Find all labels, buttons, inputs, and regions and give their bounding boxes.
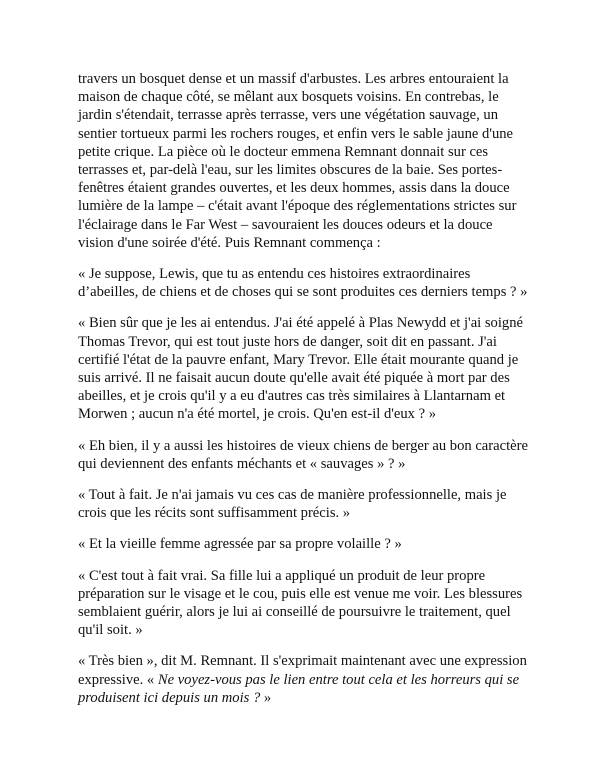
paragraph-4: « Eh bien, il y a aussi les histoires de vieux chiens de berger au bon caractère qui deviennent des enfants méchants et « sauvages » ? » [78, 437, 528, 472]
paragraph-8-closing: » [260, 689, 272, 706]
paragraph-7: « C'est tout à fait vrai. Sa fille lui a appliqué un produit de leur propre préparation sur le visage et le cou, puis elle est venue me voir. Les blessures semblaient guérir, alors je lui ai conseillé de poursuivre le traitement, quel qu'il soit. » [78, 567, 523, 639]
paragraph-8-plain: « Très bien », dit M. Remnant. Il s'exprimait maintenant avec une expression expressive. « [78, 653, 527, 688]
paragraph-8-italic: Ne voyez-vous pas le lien entre tout cela et les horreurs qui se produisent ici depuis un mois ? [78, 671, 520, 706]
paragraph-1: travers un bosquet dense et un massif d'arbustes. Les arbres entouraient la maison de chaque côté, se mêlant aux bosquets voisins. En contrebas, le jardin s'étendait, terrasse après terrasse, vers une végétation sauvage, un sentier tortueux parmi les rochers rouges, et enfin vers le sable jaune d'une petite crique. La pièce où le docteur emmena Remnant donnait sur ces terrasses et, par-delà l'eau, sur les limites obscures de la baie. Ses portes-fenêtres étaient grandes ouvertes, et les deux hommes, assis dans la douce lumière de la lampe – c'était avant l'époque des réglementations strictes sur l'éclairage dans le Far West – savouraient les douces odeurs et la douce vision d'une soirée d'été. Puis Remnant commença : [78, 71, 517, 251]
paragraph-2: « Je suppose, Lewis, que tu as entendu ces histoires extraordinaires d’abeilles, de chiens et de choses qui se sont produites ces derniers temps ? » [78, 266, 528, 301]
paragraph-8 [78, 652, 530, 707]
paragraph-3: « Bien sûr que je les ai entendus. J'ai été appelé à Plas Newydd et j'ai soigné Thomas Trevor, qui est tout juste hors de danger, soit dit en passant. J'ai certifié l'état de la pauvre enfant, Mary Trevor. Elle était mourante quand je suis arrivé. Il ne faisait aucun doute qu'elle avait été piquée à mort par des abeilles, et je crois qu'il y a eu d'autres cas très similaires à Llantarnam et Morwen ; aucun n'a été mortel, je crois. Qu'en est-il d'eux ? » [78, 315, 523, 423]
paragraph-5: « Tout à fait. Je n'ai jamais vu ces cas de manière professionnelle, mais je crois que les récits sont suffisamment précis. » [78, 487, 507, 522]
paragraph-6: « Et la vieille femme agressée par sa propre volaille ? » [78, 536, 402, 553]
document-page [78, 70, 530, 720]
